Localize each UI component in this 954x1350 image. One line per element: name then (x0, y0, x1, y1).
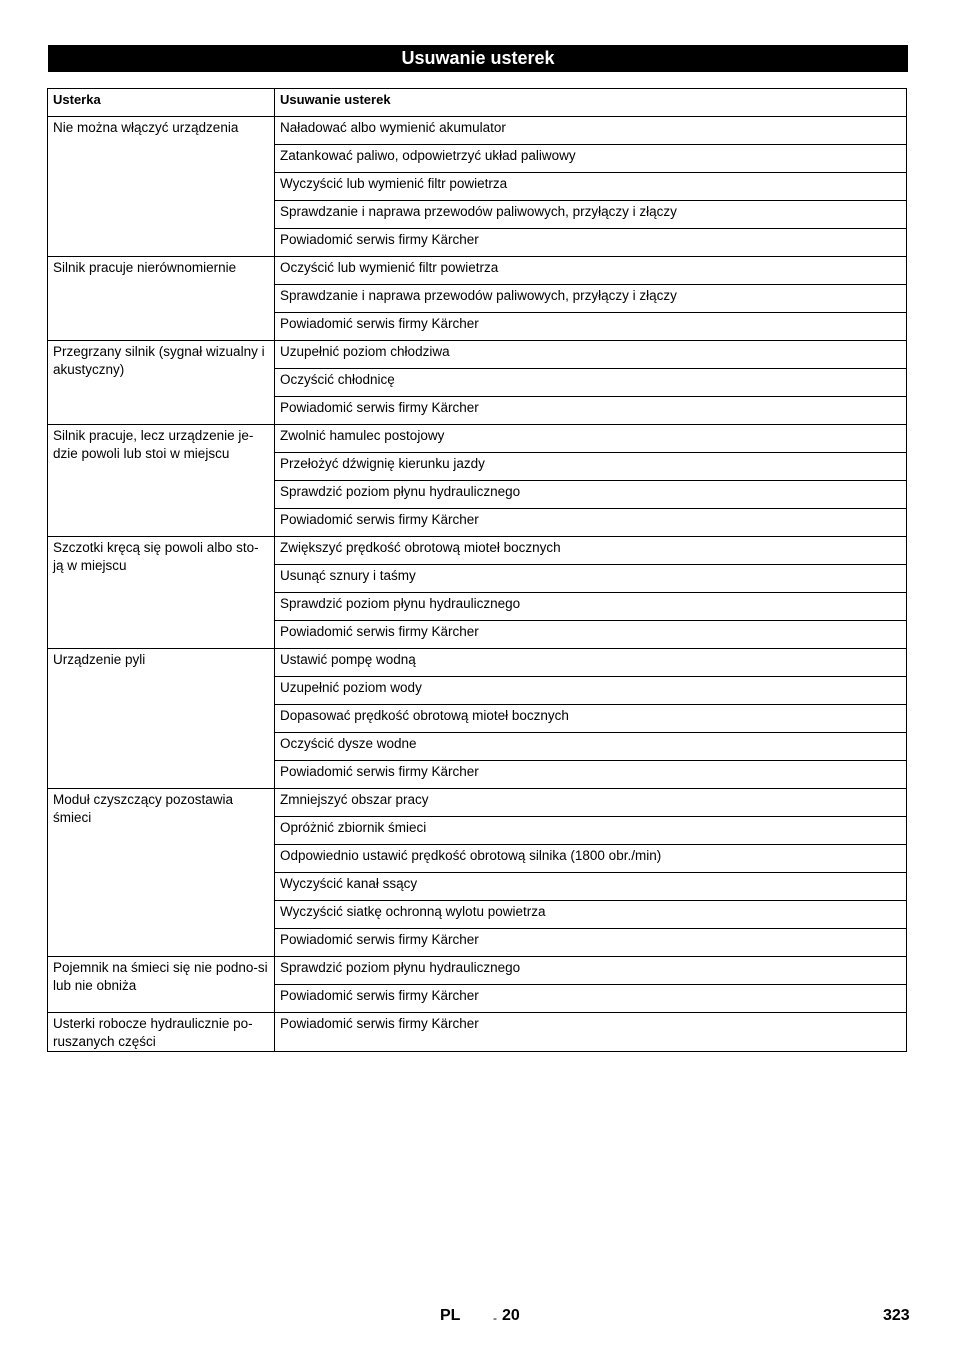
table-row (48, 341, 907, 369)
table-row (48, 649, 907, 677)
remedy-cell: Usunąć sznury i taśmy (275, 565, 907, 593)
remedy-cell: Sprawdzić poziom płynu hydraulicznego (275, 481, 907, 509)
fault-cell: Moduł czyszczący pozostawia śmieci (48, 789, 275, 957)
remedy-cell: Sprawdzanie i naprawa przewodów paliwowych, przyłączy i złączy (275, 201, 907, 229)
remedy-cell: Oczyścić lub wymienić filtr powietrza (275, 257, 907, 285)
remedy-cell: Uzupełnić poziom wody (275, 677, 907, 705)
remedy-cell: Sprawdzić poziom płynu hydraulicznego (275, 593, 907, 621)
footer-dash: - (493, 1311, 497, 1325)
header-remedy: Usuwanie usterek (275, 89, 907, 117)
remedy-cell: Uzupełnić poziom chłodziwa (275, 341, 907, 369)
remedy-cell: Powiadomić serwis firmy Kärcher (275, 313, 907, 341)
remedy-cell: Powiadomić serwis firmy Kärcher (275, 397, 907, 425)
fault-cell: Nie można włączyć urządzenia (48, 117, 275, 257)
fault-cell: Usterki robocze hydraulicznie po-ruszanych części (48, 1013, 275, 1052)
fault-cell: Pojemnik na śmieci się nie podno-si lub nie obniża (48, 957, 275, 1013)
remedy-cell: Powiadomić serwis firmy Kärcher (275, 509, 907, 537)
remedy-cell: Powiadomić serwis firmy Kärcher (275, 929, 907, 957)
table-row (48, 957, 907, 985)
remedy-cell: Wyczyścić lub wymienić filtr powietrza (275, 173, 907, 201)
fault-cell: Silnik pracuje nierównomiernie (48, 257, 275, 341)
remedy-cell: Zwiększyć prędkość obrotową mioteł bocznych (275, 537, 907, 565)
footer-section-page: 20 (502, 1307, 520, 1324)
remedy-cell: Powiadomić serwis firmy Kärcher (275, 1013, 907, 1052)
footer-page-number: 323 (883, 1307, 910, 1324)
remedy-cell: Powiadomić serwis firmy Kärcher (275, 621, 907, 649)
fault-cell: Przegrzany silnik (sygnał wizualny i akustyczny) (48, 341, 275, 425)
remedy-cell: Powiadomić serwis firmy Kärcher (275, 761, 907, 789)
remedy-cell: Zwolnić hamulec postojowy (275, 425, 907, 453)
remedy-cell: Dopasować prędkość obrotową mioteł bocznych (275, 705, 907, 733)
remedy-cell: Przełożyć dźwignię kierunku jazdy (275, 453, 907, 481)
table-header-row (48, 89, 907, 117)
header-fault: Usterka (48, 89, 275, 117)
remedy-cell: Odpowiednio ustawić prędkość obrotową silnika (1800 obr./min) (275, 845, 907, 873)
table-row (48, 1013, 907, 1052)
troubleshooting-table (47, 88, 907, 1052)
fault-cell: Silnik pracuje, lecz urządzenie je-dzie powoli lub stoi w miejscu (48, 425, 275, 537)
remedy-cell: Zatankować paliwo, odpowietrzyć układ paliwowy (275, 145, 907, 173)
remedy-cell: Ustawić pompę wodną (275, 649, 907, 677)
table-row (48, 537, 907, 565)
section-title: Usuwanie usterek (48, 45, 908, 72)
remedy-cell: Naładować albo wymienić akumulator (275, 117, 907, 145)
footer-language: PL (440, 1307, 461, 1324)
table-row (48, 257, 907, 285)
table-row (48, 425, 907, 453)
table-row (48, 789, 907, 817)
remedy-cell: Powiadomić serwis firmy Kärcher (275, 985, 907, 1013)
table-row (48, 117, 907, 145)
remedy-cell: Sprawdzić poziom płynu hydraulicznego (275, 957, 907, 985)
remedy-cell: Sprawdzanie i naprawa przewodów paliwowych, przyłączy i złączy (275, 285, 907, 313)
remedy-cell: Wyczyścić siatkę ochronną wylotu powietrza (275, 901, 907, 929)
remedy-cell: Zmniejszyć obszar pracy (275, 789, 907, 817)
remedy-cell: Powiadomić serwis firmy Kärcher (275, 229, 907, 257)
remedy-cell: Wyczyścić kanał ssący (275, 873, 907, 901)
fault-cell: Szczotki kręcą się powoli albo sto-ją w miejscu (48, 537, 275, 649)
remedy-cell: Oczyścić chłodnicę (275, 369, 907, 397)
remedy-cell: Opróżnić zbiornik śmieci (275, 817, 907, 845)
remedy-cell: Oczyścić dysze wodne (275, 733, 907, 761)
fault-cell: Urządzenie pyli (48, 649, 275, 789)
